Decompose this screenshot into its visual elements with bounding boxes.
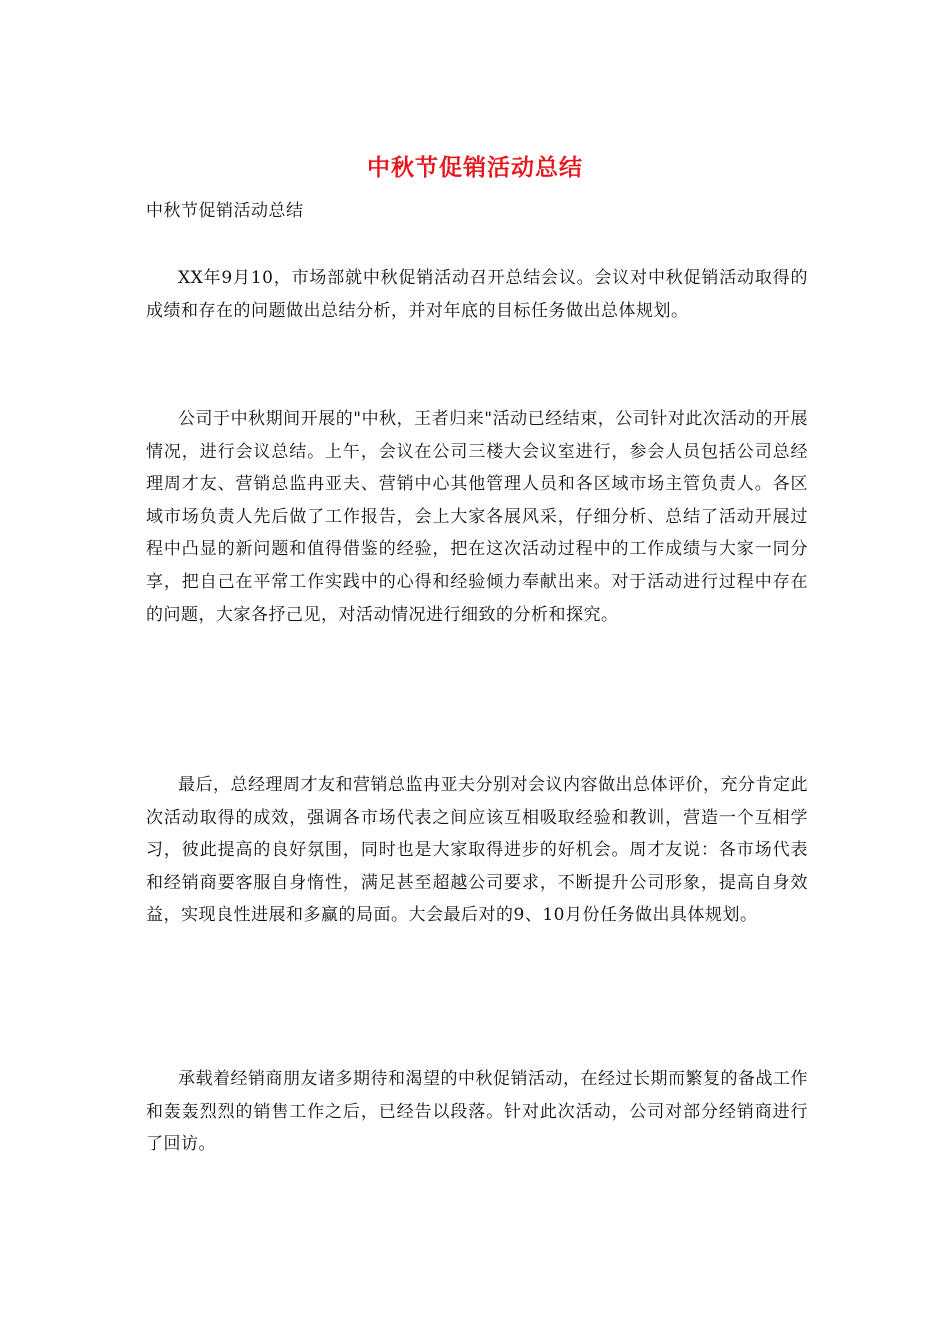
- paragraph-4: 承载着经销商朋友诸多期待和渴望的中秋促销活动，在经过长期而繁复的备战工作和轰轰烈烈的销售工作之后，已经告以段落。针对此次活动，公司对部分经销商进行了回访。: [146, 1069, 808, 1155]
- paragraph-2: 公司于中秋期间开展的"中秋，王者归来"活动已经结束，公司针对此次活动的开展情况，进行会议总结。上午，会议在公司三楼大会议室进行，参会人员包括公司总经理周才友、营销总监冉亚夫、营销中心其他管理人员和各区域市场主管负责人。各区域市场负责人先后做了工作报告，会上大家各展风采，仔细分析、总结了活动开展过程中凸显的新问题和值得借鉴的经验，把在这次活动过程中的工作成绩与大家一同分享，把自己在平常工作实践中的心得和经验倾力奉献出来。对于活动进行过程中存在的问题，大家各抒己见，对活动情况进行细致的分析和探究。: [146, 409, 808, 625]
- document-title: 中秋节促销活动总结: [367, 154, 583, 181]
- paragraph-3: 最后，总经理周才友和营销总监冉亚夫分别对会议内容做出总体评价，充分肯定此次活动取得的成效，强调各市场代表之间应该互相吸取经验和教训，营造一个互相学习，彼此提高的良好氛围，同时也是大家取得进步的好机会。周才友说：各市场代表和经销商要客服自身惰性，满足甚至超越公司要求，不断提升公司形象，提高自身效益，实现良性进展和多赢的局面。大会最后对的9、10月份任务做出具体规划。: [146, 775, 808, 926]
- document-subtitle: 中秋节促销活动总结: [146, 201, 304, 221]
- paragraph-1: XX年9月10，市场部就中秋促销活动召开总结会议。会议对中秋促销活动取得的成绩和存在的问题做出总结分析，并对年底的目标任务做出总体规划。: [146, 268, 808, 321]
